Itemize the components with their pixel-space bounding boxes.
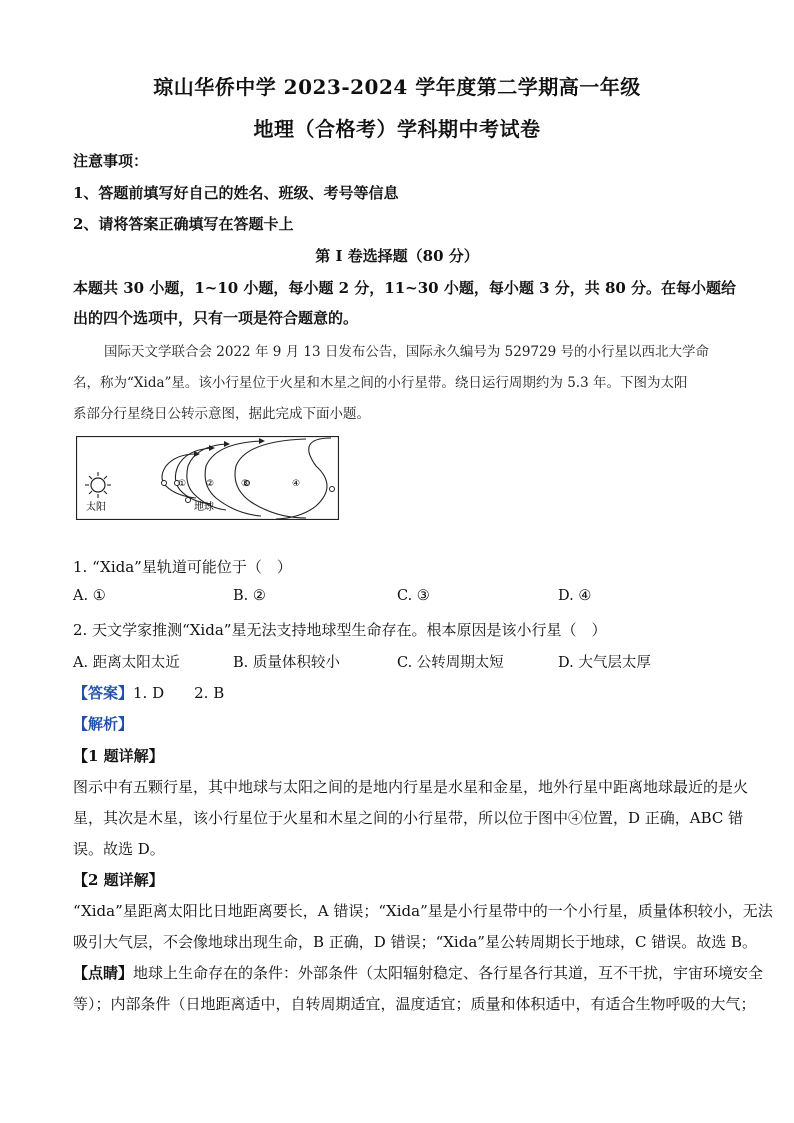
- q2-stem: 2. 天文学家推测“Xida”星无法支持地球型生命存在。根本原因是该小行星（ ）: [73, 621, 607, 639]
- passage-line3: 系部分行星绕日公转示意图，据此完成下面小题。: [73, 406, 370, 422]
- notice-heading: 注意事项：: [73, 152, 149, 170]
- q1-detail-line1: 图示中有五颗行星，其中地球与太阳之间的是地内行星是水星和金星，地外行星中距离地球最近的是火: [73, 778, 749, 796]
- q2-option-a: A. 距离太阳太近: [73, 655, 180, 671]
- point-line2: 等）；内部条件（日地距离适中，自转周期适宜，温度适宜；质量和体积适中，有适合生物呼吸的大气；: [73, 995, 756, 1013]
- marker-2: ②: [206, 479, 215, 489]
- answer-row: [73, 682, 224, 703]
- q1-option-d: D. ④: [558, 588, 592, 604]
- q1-option-b: B. ②: [233, 588, 266, 604]
- answer-tag: 【答案】: [73, 684, 134, 702]
- q2-option-b: B. 质量体积较小: [233, 655, 340, 671]
- section-title: 第 I 卷选择题（80 分）: [315, 247, 479, 265]
- q2-detail-line1: “Xida”星距离太阳比日地距离要长，A 错误；“Xida”星是小行星带中的一个小行星，质量体积较小，无法: [73, 902, 773, 920]
- q1-detail-line2: 星，其次是木星，该小行星位于火星和木星之间的小行星带，所以位于图中④位置，D 正确，ABC 错: [73, 809, 744, 827]
- page-title: 琼山华侨中学 2023-2024 学年度第二学期高一年级: [153, 75, 641, 99]
- q1-detail-tag: 【1 题详解】: [73, 747, 164, 765]
- section-instruction-line1: 本题共 30 小题，1~10 小题，每小题 2 分，11~30 小题，每小题 3 分，共 80 分。在每小题给: [73, 279, 737, 297]
- q1-detail-line3: 误。故选 D。: [73, 840, 165, 858]
- orbit-diagram: [76, 436, 339, 520]
- analysis-tag: 【解析】: [73, 715, 134, 733]
- q2-option-d: D. 大气层太厚: [558, 655, 651, 671]
- page-subtitle: 地理（合格考）学科期中考试卷: [253, 117, 541, 141]
- q2-detail-line2: 吸引大气层，不会像地球出现生命，B 正确，D 错误；“Xida”星公转周期长于地球，C 错误。故选 B。: [73, 933, 757, 951]
- point-row: [73, 962, 763, 983]
- point-line1: 地球上生命存在的条件：外部条件（太阳辐射稳定、各行星各行其道，互不干扰，宇宙环境安全: [133, 964, 764, 982]
- q1-option-c: C. ③: [397, 588, 430, 604]
- earth-label: 地球: [194, 502, 214, 513]
- q1-option-a: A. ①: [73, 588, 106, 604]
- answer-text: 1. D 2. B: [133, 684, 225, 702]
- marker-4: ④: [292, 479, 301, 489]
- marker-1: ①: [178, 479, 187, 489]
- passage-line2: 名，称为“Xida”星。该小行星位于火星和木星之间的小行星带。绕日运行周期约为 5.3 年。下图为太阳: [73, 375, 688, 391]
- notice-item-1: 1、答题前填写好自己的姓名、班级、考号等信息: [73, 184, 399, 202]
- q2-detail-tag: 【2 题详解】: [73, 871, 164, 889]
- orbit-arrows: [194, 438, 265, 457]
- sun-icon: [85, 472, 111, 498]
- sun-label: 太阳: [86, 502, 106, 513]
- passage-line1: 国际天文学联合会 2022 年 9 月 13 日发布公告，国际永久编号为 529729 号的小行星以西北大学命: [104, 344, 709, 360]
- marker-3: ③: [241, 479, 250, 489]
- notice-item-2: 2、请将答案正确填写在答题卡上: [73, 215, 294, 233]
- section-instruction-line2: 出的四个选项中，只有一项是符合题意的。: [73, 309, 359, 327]
- q1-stem: 1. “Xida”星轨道可能位于（ ）: [73, 558, 292, 576]
- point-tag: 【点睛】: [73, 964, 134, 982]
- q2-option-c: C. 公转周期太短: [397, 655, 504, 671]
